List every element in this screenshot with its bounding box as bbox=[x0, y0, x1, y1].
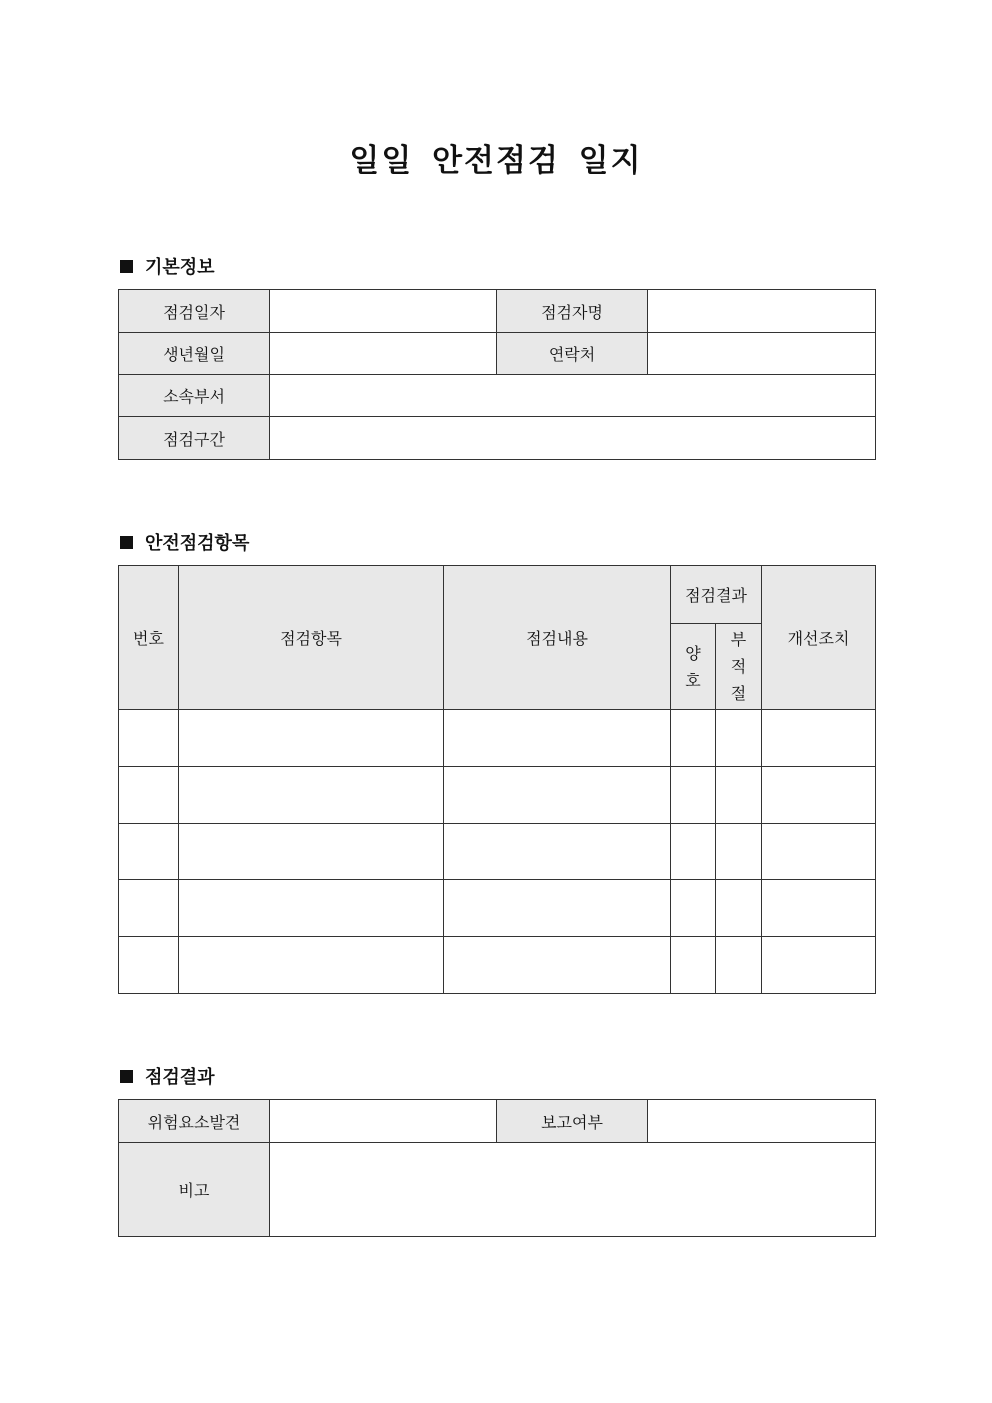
department-field[interactable] bbox=[270, 375, 876, 417]
cell-content[interactable] bbox=[444, 767, 671, 824]
table-row bbox=[119, 710, 876, 767]
cell-content[interactable] bbox=[444, 880, 671, 937]
cell-bad[interactable] bbox=[716, 710, 762, 767]
inspection-area-field[interactable] bbox=[270, 417, 876, 460]
cell-good[interactable] bbox=[671, 824, 716, 880]
section-title: 안전점검항목 bbox=[145, 533, 250, 554]
department-label: 소속부서 bbox=[119, 375, 270, 417]
cell-good[interactable] bbox=[671, 937, 716, 994]
hazard-found-field[interactable] bbox=[270, 1100, 497, 1143]
inspector-name-field[interactable] bbox=[648, 290, 876, 333]
cell-item[interactable] bbox=[179, 880, 444, 937]
col-header-no: 번호 bbox=[119, 566, 179, 710]
birth-date-field[interactable] bbox=[270, 333, 497, 375]
cell-bad[interactable] bbox=[716, 824, 762, 880]
cell-action[interactable] bbox=[762, 937, 876, 994]
square-bullet-icon bbox=[120, 536, 133, 549]
cell-bad[interactable] bbox=[716, 767, 762, 824]
square-bullet-icon bbox=[120, 260, 133, 273]
section-heading-inspection-items bbox=[120, 529, 249, 555]
page-title: 일일 안전점검 일지 bbox=[349, 143, 643, 179]
section-title: 점검결과 bbox=[145, 1067, 215, 1088]
cell-content[interactable] bbox=[444, 824, 671, 880]
cell-no[interactable] bbox=[119, 767, 179, 824]
cell-bad[interactable] bbox=[716, 880, 762, 937]
remarks-field[interactable] bbox=[270, 1143, 876, 1237]
cell-good[interactable] bbox=[671, 880, 716, 937]
cell-content[interactable] bbox=[444, 710, 671, 767]
cell-action[interactable] bbox=[762, 824, 876, 880]
col-header-action: 개선조치 bbox=[762, 566, 876, 710]
section-heading-basic-info bbox=[120, 253, 215, 279]
cell-item[interactable] bbox=[179, 767, 444, 824]
contact-label: 연락처 bbox=[497, 333, 648, 375]
contact-field[interactable] bbox=[648, 333, 876, 375]
cell-item[interactable] bbox=[179, 710, 444, 767]
inspection-date-field[interactable] bbox=[270, 290, 497, 333]
section-title: 기본정보 bbox=[145, 257, 215, 278]
col-header-bad: 부적절 bbox=[716, 624, 762, 710]
cell-action[interactable] bbox=[762, 767, 876, 824]
col-header-good: 양호 bbox=[671, 624, 716, 710]
table-row bbox=[119, 824, 876, 880]
cell-content[interactable] bbox=[444, 937, 671, 994]
inspection-result-table bbox=[118, 1099, 876, 1237]
cell-good[interactable] bbox=[671, 767, 716, 824]
table-row bbox=[119, 767, 876, 824]
cell-no[interactable] bbox=[119, 937, 179, 994]
cell-action[interactable] bbox=[762, 880, 876, 937]
reported-label: 보고여부 bbox=[497, 1100, 648, 1143]
cell-no[interactable] bbox=[119, 880, 179, 937]
birth-date-label: 생년월일 bbox=[119, 333, 270, 375]
cell-action[interactable] bbox=[762, 710, 876, 767]
basic-info-table bbox=[118, 289, 876, 460]
inspection-items-table bbox=[118, 565, 876, 994]
hazard-found-label: 위험요소발견 bbox=[119, 1100, 270, 1143]
square-bullet-icon bbox=[120, 1070, 133, 1083]
cell-good[interactable] bbox=[671, 710, 716, 767]
inspection-area-label: 점검구간 bbox=[119, 417, 270, 460]
table-row bbox=[119, 937, 876, 994]
col-header-item: 점검항목 bbox=[179, 566, 444, 710]
reported-field[interactable] bbox=[648, 1100, 876, 1143]
cell-item[interactable] bbox=[179, 937, 444, 994]
table-row bbox=[119, 880, 876, 937]
cell-bad[interactable] bbox=[716, 937, 762, 994]
cell-no[interactable] bbox=[119, 824, 179, 880]
cell-item[interactable] bbox=[179, 824, 444, 880]
col-header-result: 점검결과 bbox=[671, 566, 762, 624]
inspection-date-label: 점검일자 bbox=[119, 290, 270, 333]
col-header-content: 점검내용 bbox=[444, 566, 671, 710]
cell-no[interactable] bbox=[119, 710, 179, 767]
inspector-name-label: 점검자명 bbox=[497, 290, 648, 333]
section-heading-inspection-result bbox=[120, 1063, 215, 1089]
remarks-label: 비고 bbox=[119, 1143, 270, 1237]
